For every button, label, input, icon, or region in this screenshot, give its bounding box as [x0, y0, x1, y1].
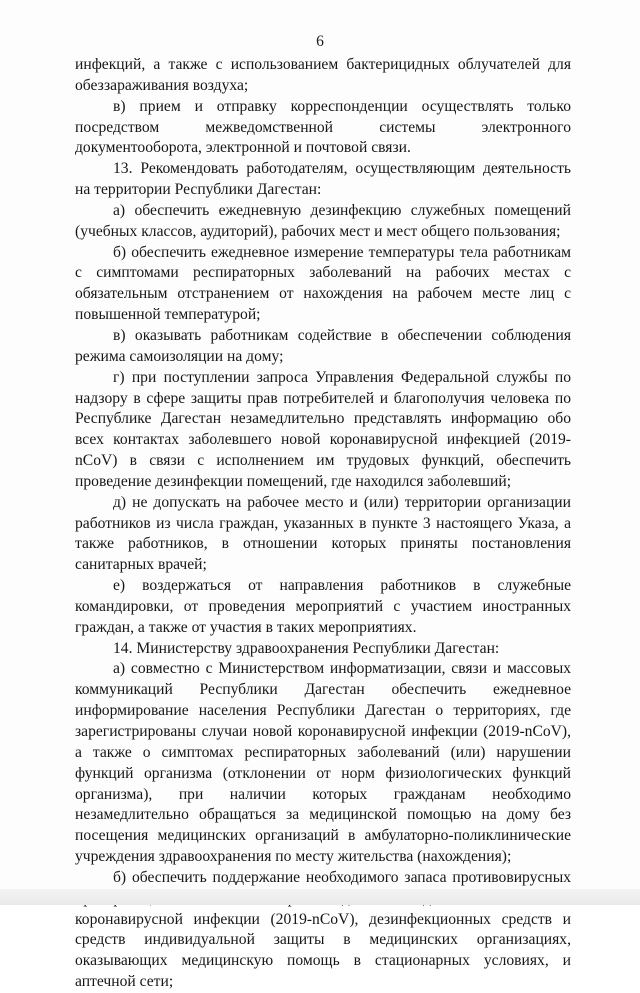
scan-bottom-edge [0, 889, 640, 905]
paragraph-13-employers: 13. Рекомендовать работодателям, осуществляющим деятельность на территории Республики Дагестан: [75, 160, 571, 199]
paragraph-13g-contacts-info: г) при поступлении запроса Управления Федеральной службы по надзору в сфере защиты прав потребителей и благополучия человека по Республике Дагестан незамедлительно представлять информацию обо всех контактах заболевшего новой коронавирусной инфекцией (2019-nCoV) в связи с исполнением им трудовых функций, обеспечить проведение дезинфекции помещений, где находился заболевший; [75, 368, 571, 490]
paragraph-14b-supplies: б) обеспечить поддержание необходимого запаса противовирусных коронавирусной инфекции (2019-nCoV), дезинфекционных средств и средств индивидуальной защиты в медицинских организациях, оказывающих медицинскую помощь в стационарных условиях, и аптечной сети; [75, 868, 571, 991]
page-number: 6 [316, 33, 324, 50]
paragraph-13b-temperature: б) обеспечить ежедневное измерение температуры тела работникам с симптомами респираторных заболеваний на рабочих местах с обязательным отстранением от нахождения на рабочем месте лиц с повышенной температурой; [75, 243, 571, 324]
paragraph-13d-workplace-access: д) не допускать на рабочее место и (или) территории организации работников из числа граждан, указанных в пункте 3 настоящего Указа, а также работников, в отношении которых приняты постановления санитарных врачей; [75, 493, 571, 574]
paragraph-13v-self-isolation: в) оказывать работникам содействие в обеспечении соблюдения режима самоизоляции на дому; [75, 326, 571, 365]
paragraph-14-health-ministry: 14. Министерству здравоохранения Республики Дагестан: [113, 639, 500, 657]
paragraph-13e-business-trips: е) воздержаться от направления работников в служебные командировки, от проведения мероприятий с участием иностранных граждан, а также от участия в таких мероприятиях. [75, 577, 571, 636]
paragraph-13a-disinfection: а) обеспечить ежедневную дезинфекцию служебных помещений (учебных классов, аудиторий), рабочих мест и мест общего пользования; [75, 201, 571, 240]
document-body [75, 55, 571, 993]
paragraph-14a-informing: а) совместно с Министерством информатизации, связи и массовых коммуникаций Республики Дагестан обеспечить ежедневное информирование населения Республики Дагестан о территориях, где зарегистрированы случаи новой коронавирусной инфекции (2019-nCoV), а также о симптомах респираторных заболеваний (или) нарушении функций организма (отклонении от норм физиологических функций организма), при наличии которых гражданам необходимо незамедлительно обращаться за медицинской помощью на дому без посещения медицинских организаций в амбулаторно-поликлинические учреждения здравоохранения по месту жительства (нахождения); [75, 660, 571, 866]
paragraph-item-v-correspondence: в) прием и отправку корреспонденции осуществлять только посредством межведомственной системы электронного документооборота, электронной и почтовой связи. [75, 97, 571, 157]
paragraph-continuation: инфекций, а также с использованием бактерицидных облучателей для обеззараживания воздуха; [75, 56, 571, 94]
